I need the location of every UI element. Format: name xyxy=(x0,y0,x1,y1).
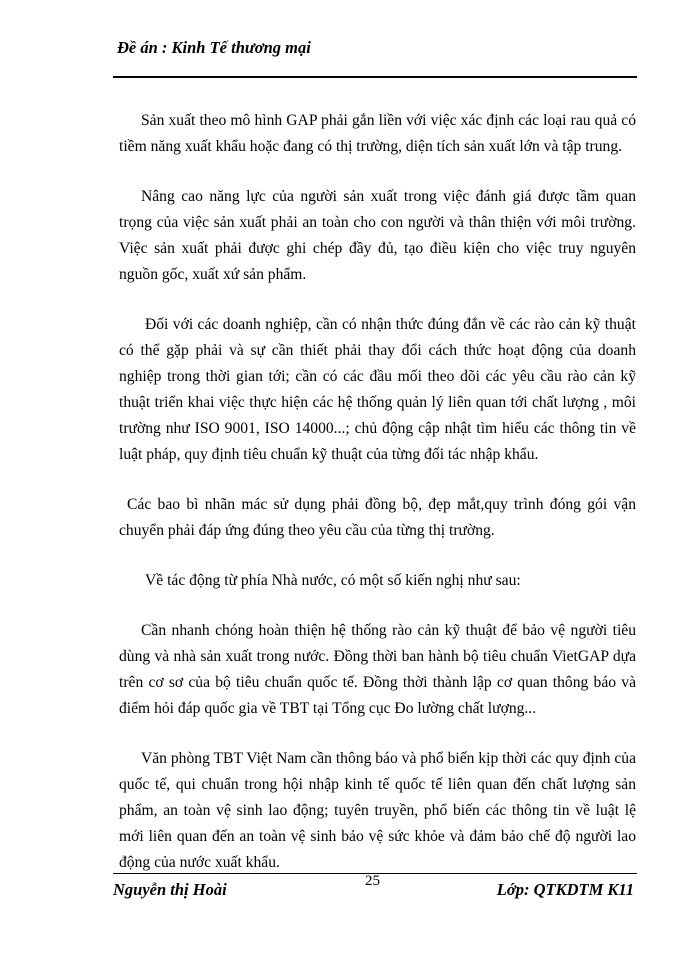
paragraph-state-intro: Về tác động từ phía Nhà nước, có một số kiến nghị như sau: xyxy=(145,572,521,589)
paragraph-technical-barriers: Cần nhanh chóng hoàn thiện hệ thống rào cản kỹ thuật để bảo vệ người tiêu dùng và nhà sản xuất trong nước. Đồng thời ban hành bộ tiêu chuẩn VietGAP dựa trên cơ sơ của bộ tiêu chuẩn quốc tế. Đồng thời thành lập cơ quan thông báo và điểm hỏi đáp quốc gia về TBT tại Tổng cục Đo lường chất lượng... xyxy=(119,622,636,717)
document-body xyxy=(119,108,636,900)
paragraph-packaging: Các bao bì nhãn mác sử dụng phải đồng bộ, đẹp mắt,quy trình đóng gói vận chuyển phải đáp ứng đúng theo yêu cầu của từng thị trường. xyxy=(119,496,636,539)
footer-class: Lớp: QTKDTM K11 xyxy=(496,880,634,899)
footer-author: Nguyễn thị Hoài xyxy=(113,880,227,899)
page-number: 25 xyxy=(365,873,380,889)
paragraph-gap-production: Sản xuất theo mô hình GAP phải gắn liền với việc xác định các loại rau quả có tiềm năng xuất khẩu hoặc đang có thị trường, diện tích sản xuất lớn và tập trung. xyxy=(119,112,636,155)
paragraph-producer-capacity: Nâng cao năng lực của người sản xuất trong việc đánh giá được tầm quan trọng của việc sản xuất phải an toàn cho con người và thân thiện với môi trường. Việc sản xuất phải được ghi chép đầy đủ, tạo điều kiện cho việc truy nguyên nguồn gốc, xuất xứ sản phẩm. xyxy=(119,188,636,283)
page-header-title: Đề án : Kinh Tế thương mại xyxy=(117,38,311,57)
header-rule xyxy=(113,76,637,78)
paragraph-tbt-office: Văn phòng TBT Việt Nam cần thông báo và phổ biến kịp thời các quy định của quốc tế, qui chuẩn trong hội nhập kinh tế quốc tế liên quan đến chất lượng sản phẩm, an toàn vệ sinh lao động; tuyên truyền, phổ biến các thông tin về luật lệ mới liên quan đến an toàn vệ sinh bảo vệ sức khỏe và đảm bảo chế độ người lao động của nước xuất khẩu. xyxy=(119,750,636,871)
paragraph-enterprises: Đối với các doanh nghiệp, cần có nhận thức đúng đắn về các rào cản kỹ thuật có thể gặp phải và sự cần thiết phải thay đổi cách thức hoạt động của doanh nghiệp trong thời gian tới; cần có các đầu mối theo dõi các yêu cầu rào cản kỹ thuật triển khai việc thực hiện các hệ thống quản lý liên quan tới chất lượng , môi trường như ISO 9001, ISO 14000...; chủ động cập nhật tìm hiểu các thông tin về luật pháp, quy định tiêu chuẩn kỹ thuật của từng đối tác nhập khẩu. xyxy=(119,316,636,463)
